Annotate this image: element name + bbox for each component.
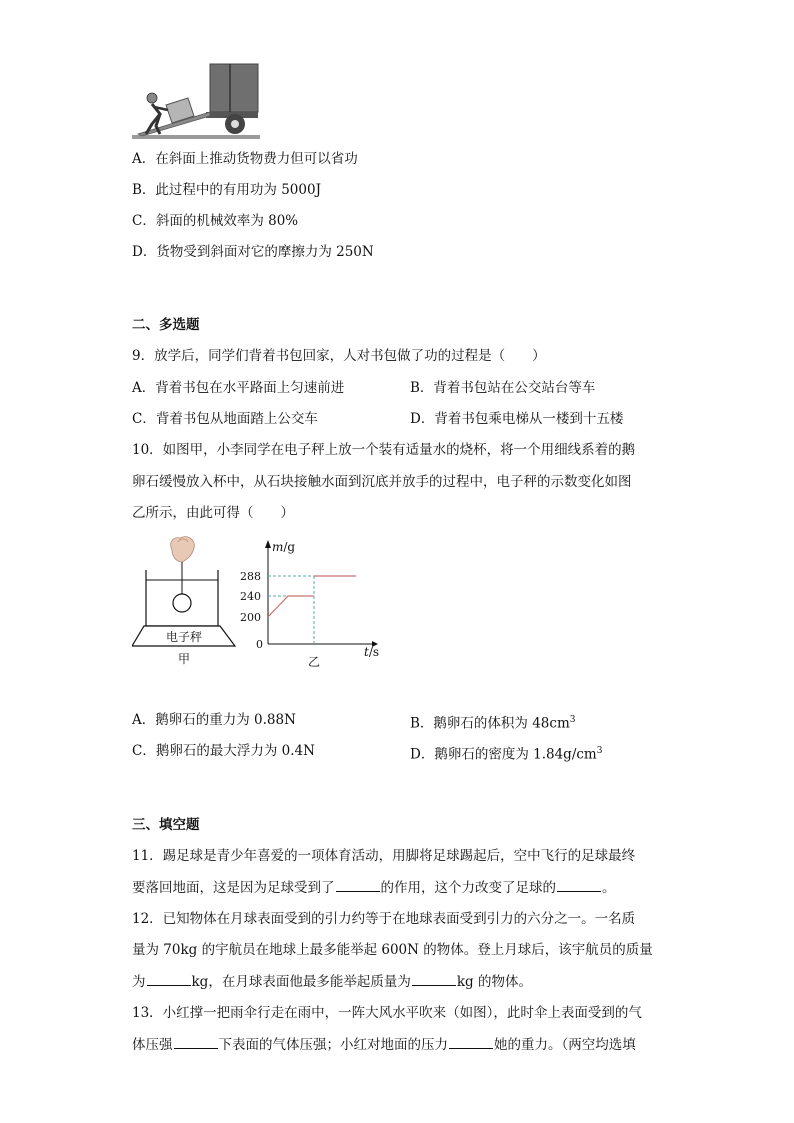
q13-blank-1[interactable] [174,1034,218,1049]
q8-option-d: D．货物受到斜面对它的摩擦力为 250N [132,244,374,260]
q13-line1: 13．小红撑一把雨伞行走在雨中，一阵大风水平吹来（如图），此时伞上表面受到的气 [132,1005,642,1021]
tick-200: 200 [240,611,261,624]
q12-line1: 12．已知物体在月球表面受到的引力约等于在地球表面受到引力的六分之一。一名质 [132,911,636,927]
q9-option-b: B．背着书包站在公交站台等车 [410,380,596,396]
origin-label: 0 [256,638,263,651]
q9-option-c: C．背着书包从地面踏上公交车 [132,411,318,427]
q10-option-d: D．鹅卵石的密度为 $1.84g/cm^3$ [410,746,603,763]
q12-line2: 量为 70kg 的宇航员在地球上最多能举起 600N 的物体。登上月球后，该宇航员的质量 [132,942,653,958]
section-title-fill-in: 三、填空题 [132,817,200,833]
q11-line1: 11．踢足球是青少年喜爱的一项体育活动，用脚将足球踢起后，空中飞行的足球最终 [132,848,636,864]
x-axis-label: t/s [364,645,380,659]
q13-line2: 体压强 下表面的气体压强；小红对地面的压力 她的重力。（两空均选填 [132,1034,636,1055]
q8-option-c: C．斜面的机械效率为 80% [132,213,299,229]
figure-yi-label: 乙 [308,655,321,669]
figure-jia-label: 甲 [177,652,191,666]
q12-line3: 为 kg，在月球表面他最多能举起质量为 kg 的物体。 [132,971,532,992]
q10-stem-line3: 乙所示，由此可得（ ） [132,505,294,521]
section-title-multiple-choice: 二、多选题 [132,317,200,333]
q10-option-b: B．鹅卵石的体积为 $48cm^3$ [410,715,576,732]
q12-blank-1[interactable] [147,971,191,986]
q10-option-a: A．鹅卵石的重力为 0.88N [132,712,296,728]
q10-stem-line2: 卵石缓慢放入杯中，从石块接触水面到沉底并放手的过程中，电子秤的示数变化如图 [132,474,632,490]
tick-240: 240 [240,590,261,603]
q10-stem-line1: 10．如图甲，小李同学在电子秤上放一个装有适量水的烧杯，将一个用细线系着的鹅 [132,442,636,458]
figure-yi-mass-time-graph [240,536,390,672]
ramp-truck-illustration [130,60,262,142]
q8-option-b: B．此过程中的有用功为 5000J [132,182,321,198]
q9-option-d: D．背着书包乘电梯从一楼到十五楼 [410,411,624,427]
q12-blank-2[interactable] [412,971,456,986]
q8-option-a: A．在斜面上推动货物费力但可以省功 [132,151,358,167]
q13-blank-2[interactable] [449,1034,493,1049]
q11-blank-1[interactable] [336,877,380,892]
tick-288: 288 [240,570,261,583]
q9-option-a: A．背着书包在水平路面上匀速前进 [132,380,345,396]
figure-jia-beaker-scale [132,532,238,670]
q10-option-c: C．鹅卵石的最大浮力为 0.4N [132,743,315,759]
q11-line2: 要落回地面，这是因为足球受到了 的作用，这个力改变了足球的 。 [132,877,616,898]
q9-stem: 9．放学后，同学们背着书包回家，人对书包做了功的过程是（ ） [132,348,546,364]
y-axis-label: m/g [272,540,296,554]
scale-label: 电子秤 [165,630,203,644]
q11-blank-2[interactable] [557,877,601,892]
